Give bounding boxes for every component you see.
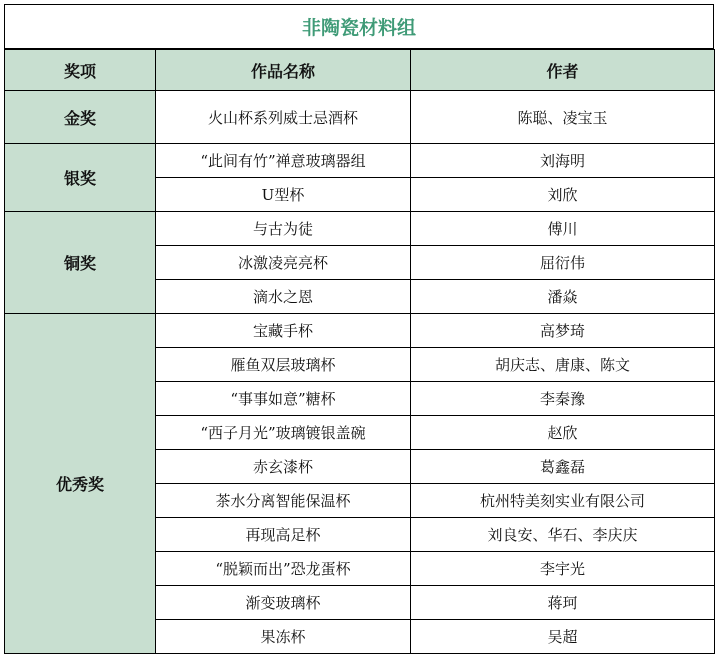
work-cell[interactable]: 雁鱼双层玻璃杯 <box>156 348 411 382</box>
author-cell[interactable]: 高梦琦 <box>411 314 715 348</box>
work-cell[interactable]: 再现高足杯 <box>156 518 411 552</box>
work-cell[interactable]: 火山杯系列威士忌酒杯 <box>156 91 411 144</box>
author-cell[interactable]: 胡庆志、唐康、陈文 <box>411 348 715 382</box>
work-cell[interactable]: 与古为徒 <box>156 212 411 246</box>
work-cell[interactable]: 茶水分离智能保温杯 <box>156 484 411 518</box>
author-cell[interactable]: 李秦豫 <box>411 382 715 416</box>
work-cell[interactable]: “事事如意”糖杯 <box>156 382 411 416</box>
award-cell-bronze[interactable]: 铜奖 <box>5 212 156 314</box>
header-award[interactable]: 奖项 <box>5 50 156 91</box>
author-cell[interactable]: 赵欣 <box>411 416 715 450</box>
author-cell[interactable]: 屈衍伟 <box>411 246 715 280</box>
work-cell[interactable]: U型杯 <box>156 178 411 212</box>
award-cell-gold[interactable]: 金奖 <box>5 91 156 144</box>
author-cell[interactable]: 潘焱 <box>411 280 715 314</box>
header-row <box>5 50 715 91</box>
author-cell[interactable]: 刘欣 <box>411 178 715 212</box>
author-cell[interactable]: 李宇光 <box>411 552 715 586</box>
work-cell[interactable]: 宝藏手杯 <box>156 314 411 348</box>
author-cell[interactable]: 杭州特美刻实业有限公司 <box>411 484 715 518</box>
header-work[interactable]: 作品名称 <box>156 50 411 91</box>
work-cell[interactable]: 滴水之恩 <box>156 280 411 314</box>
table-row <box>5 314 715 348</box>
work-cell[interactable]: “脱颖而出”恐龙蛋杯 <box>156 552 411 586</box>
table-title[interactable]: 非陶瓷材料组 <box>4 4 714 49</box>
work-cell[interactable]: 冰激凌亮亮杯 <box>156 246 411 280</box>
work-cell[interactable]: “此间有竹”禅意玻璃器组 <box>156 144 411 178</box>
award-cell-excellence[interactable]: 优秀奖 <box>5 314 156 654</box>
author-cell[interactable]: 蒋珂 <box>411 586 715 620</box>
header-author[interactable]: 作者 <box>411 50 715 91</box>
work-cell[interactable]: 赤玄漆杯 <box>156 450 411 484</box>
table-row <box>5 91 715 144</box>
award-cell-silver[interactable]: 银奖 <box>5 144 156 212</box>
work-cell[interactable]: 渐变玻璃杯 <box>156 586 411 620</box>
awards-table <box>4 49 715 654</box>
work-cell[interactable]: 果冻杯 <box>156 620 411 654</box>
author-cell[interactable]: 刘良安、华石、李庆庆 <box>411 518 715 552</box>
author-cell[interactable]: 刘海明 <box>411 144 715 178</box>
author-cell[interactable]: 吴超 <box>411 620 715 654</box>
author-cell[interactable]: 陈聪、凌宝玉 <box>411 91 715 144</box>
table-row <box>5 212 715 246</box>
table-row <box>5 144 715 178</box>
author-cell[interactable]: 傅川 <box>411 212 715 246</box>
author-cell[interactable]: 葛鑫磊 <box>411 450 715 484</box>
work-cell[interactable]: “西子月光”玻璃镀银盖碗 <box>156 416 411 450</box>
